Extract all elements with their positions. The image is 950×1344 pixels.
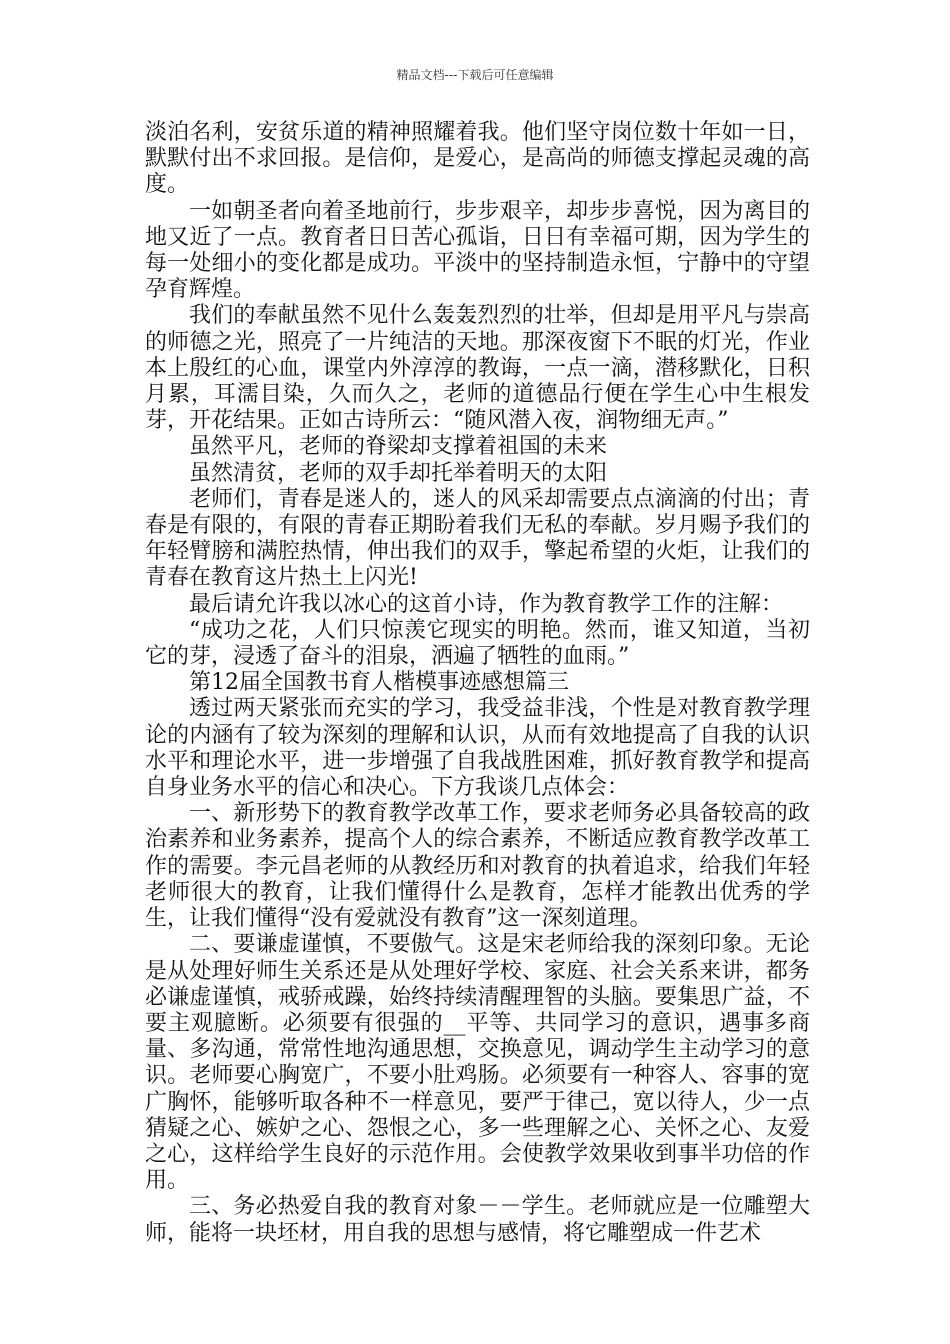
paragraph: 二、要谦虚谨慎，不要傲气。这是宋老师给我的深刻印象。无论是从处理好师生关系还是从处理好学校、家庭、社会关系来讲，都务必谦虚谨慎，戒骄戒躁，始终持续清醒理智的头脑。要集思广益，不要主观臆断。必须要有很强的__平等、共同学习的意识，遇事多商量、多沟通，常常性地沟通思想，交换意见，调动学生主动学习的意识。老师要心胸宽广，不要小肚鸡肠。必须要有一种容人、容事的宽广胸怀，能够听取各种不一样意见，要严于律己，宽以待人，少一点猜疑之心、嫉妒之心、怨恨之心，多一些理解之心、关怀之心、友爱之心，这样给学生良好的示范作用。会使教学效果收到事半功倍的作用。: [145, 932, 810, 1194]
paragraph: 老师们，青春是迷人的，迷人的风采却需要点点滴滴的付出；青春是有限的，有限的青春正期盼着我们无私的奉献。岁月赐予我们的年轻臂膀和满腔热情，伸出我们的双手，擎起希望的火炬，让我们的青春在教育这片热土上闪光!: [145, 486, 810, 591]
paragraph: 虽然平凡，老师的脊梁却支撑着祖国的未来: [189, 434, 608, 460]
section-title: 第12届全国教书育人楷模事迹感想篇三: [189, 670, 569, 696]
page-header: 精品文档---下载后可任意编辑: [396, 68, 554, 82]
paragraph: 最后请允许我以冰心的这首小诗，作为教育教学工作的注解：: [189, 591, 784, 617]
document-body: [145, 120, 810, 1247]
poem-quote: “成功之花，人们只惊羡它现实的明艳。然而，谁又知道，当初它的芽，浸透了奋斗的泪泉，洒遍了牺牲的血雨。”: [145, 617, 810, 670]
paragraph: 三、务必热爱自我的教育对象－－学生。老师就应是一位雕塑大师，能将一块坯材，用自我的思想与感情，将它雕塑成一件艺术: [145, 1194, 810, 1246]
paragraph: 虽然清贫，老师的双手却托举着明天的太阳: [189, 460, 608, 486]
paragraph: 淡泊名利，安贫乐道的精神照耀着我。他们坚守岗位数十年如一日，默默付出不求回报。是信仰，是爱心，是高尚的师德支撑起灵魂的高度。: [145, 120, 810, 198]
paragraph: 一如朝圣者向着圣地前行，步步艰辛，却步步喜悦，因为离目的地又近了一点。教育者日日苦心孤诣，日日有幸福可期，因为学生的每一处细小的变化都是成功。平淡中的坚持制造永恒，宁静中的守望孕育辉煌。: [145, 198, 810, 303]
paragraph: 一、新形势下的教育教学改革工作，要求老师务必具备较高的政治素养和业务素养，提高个人的综合素养，不断适应教育教学改革工作的需要。李元昌老师的从教经历和对教育的执着追求，给我们年轻老师很大的教育，让我们懂得什么是教育，怎样才能教出优秀的学生，让我们懂得“没有爱就没有教育”这一深刻道理。: [145, 801, 810, 932]
paragraph: 我们的奉献虽然不见什么轰轰烈烈的壮举，但却是用平凡与崇高的师德之光，照亮了一片纯洁的天地。那深夜窗下不眠的灯光，作业本上殷红的心血，课堂内外淳淳的教诲，一点一滴，潜移默化，日积月累，耳濡目染，久而久之，老师的道德品行便在学生心中生根发芽，开花结果。正如古诗所云：“随风潜入夜，润物细无声。”: [145, 303, 810, 434]
paragraph: 透过两天紧张而充实的学习，我受益非浅，个性是对教育教学理论的内涵有了较为深刻的理解和认识，从而有效地提高了自我的认识水平和理论水平，进一步增强了自我战胜困难，抓好教育教学和提高自身业务水平的信心和决心。下方我谈几点体会：: [145, 696, 810, 801]
